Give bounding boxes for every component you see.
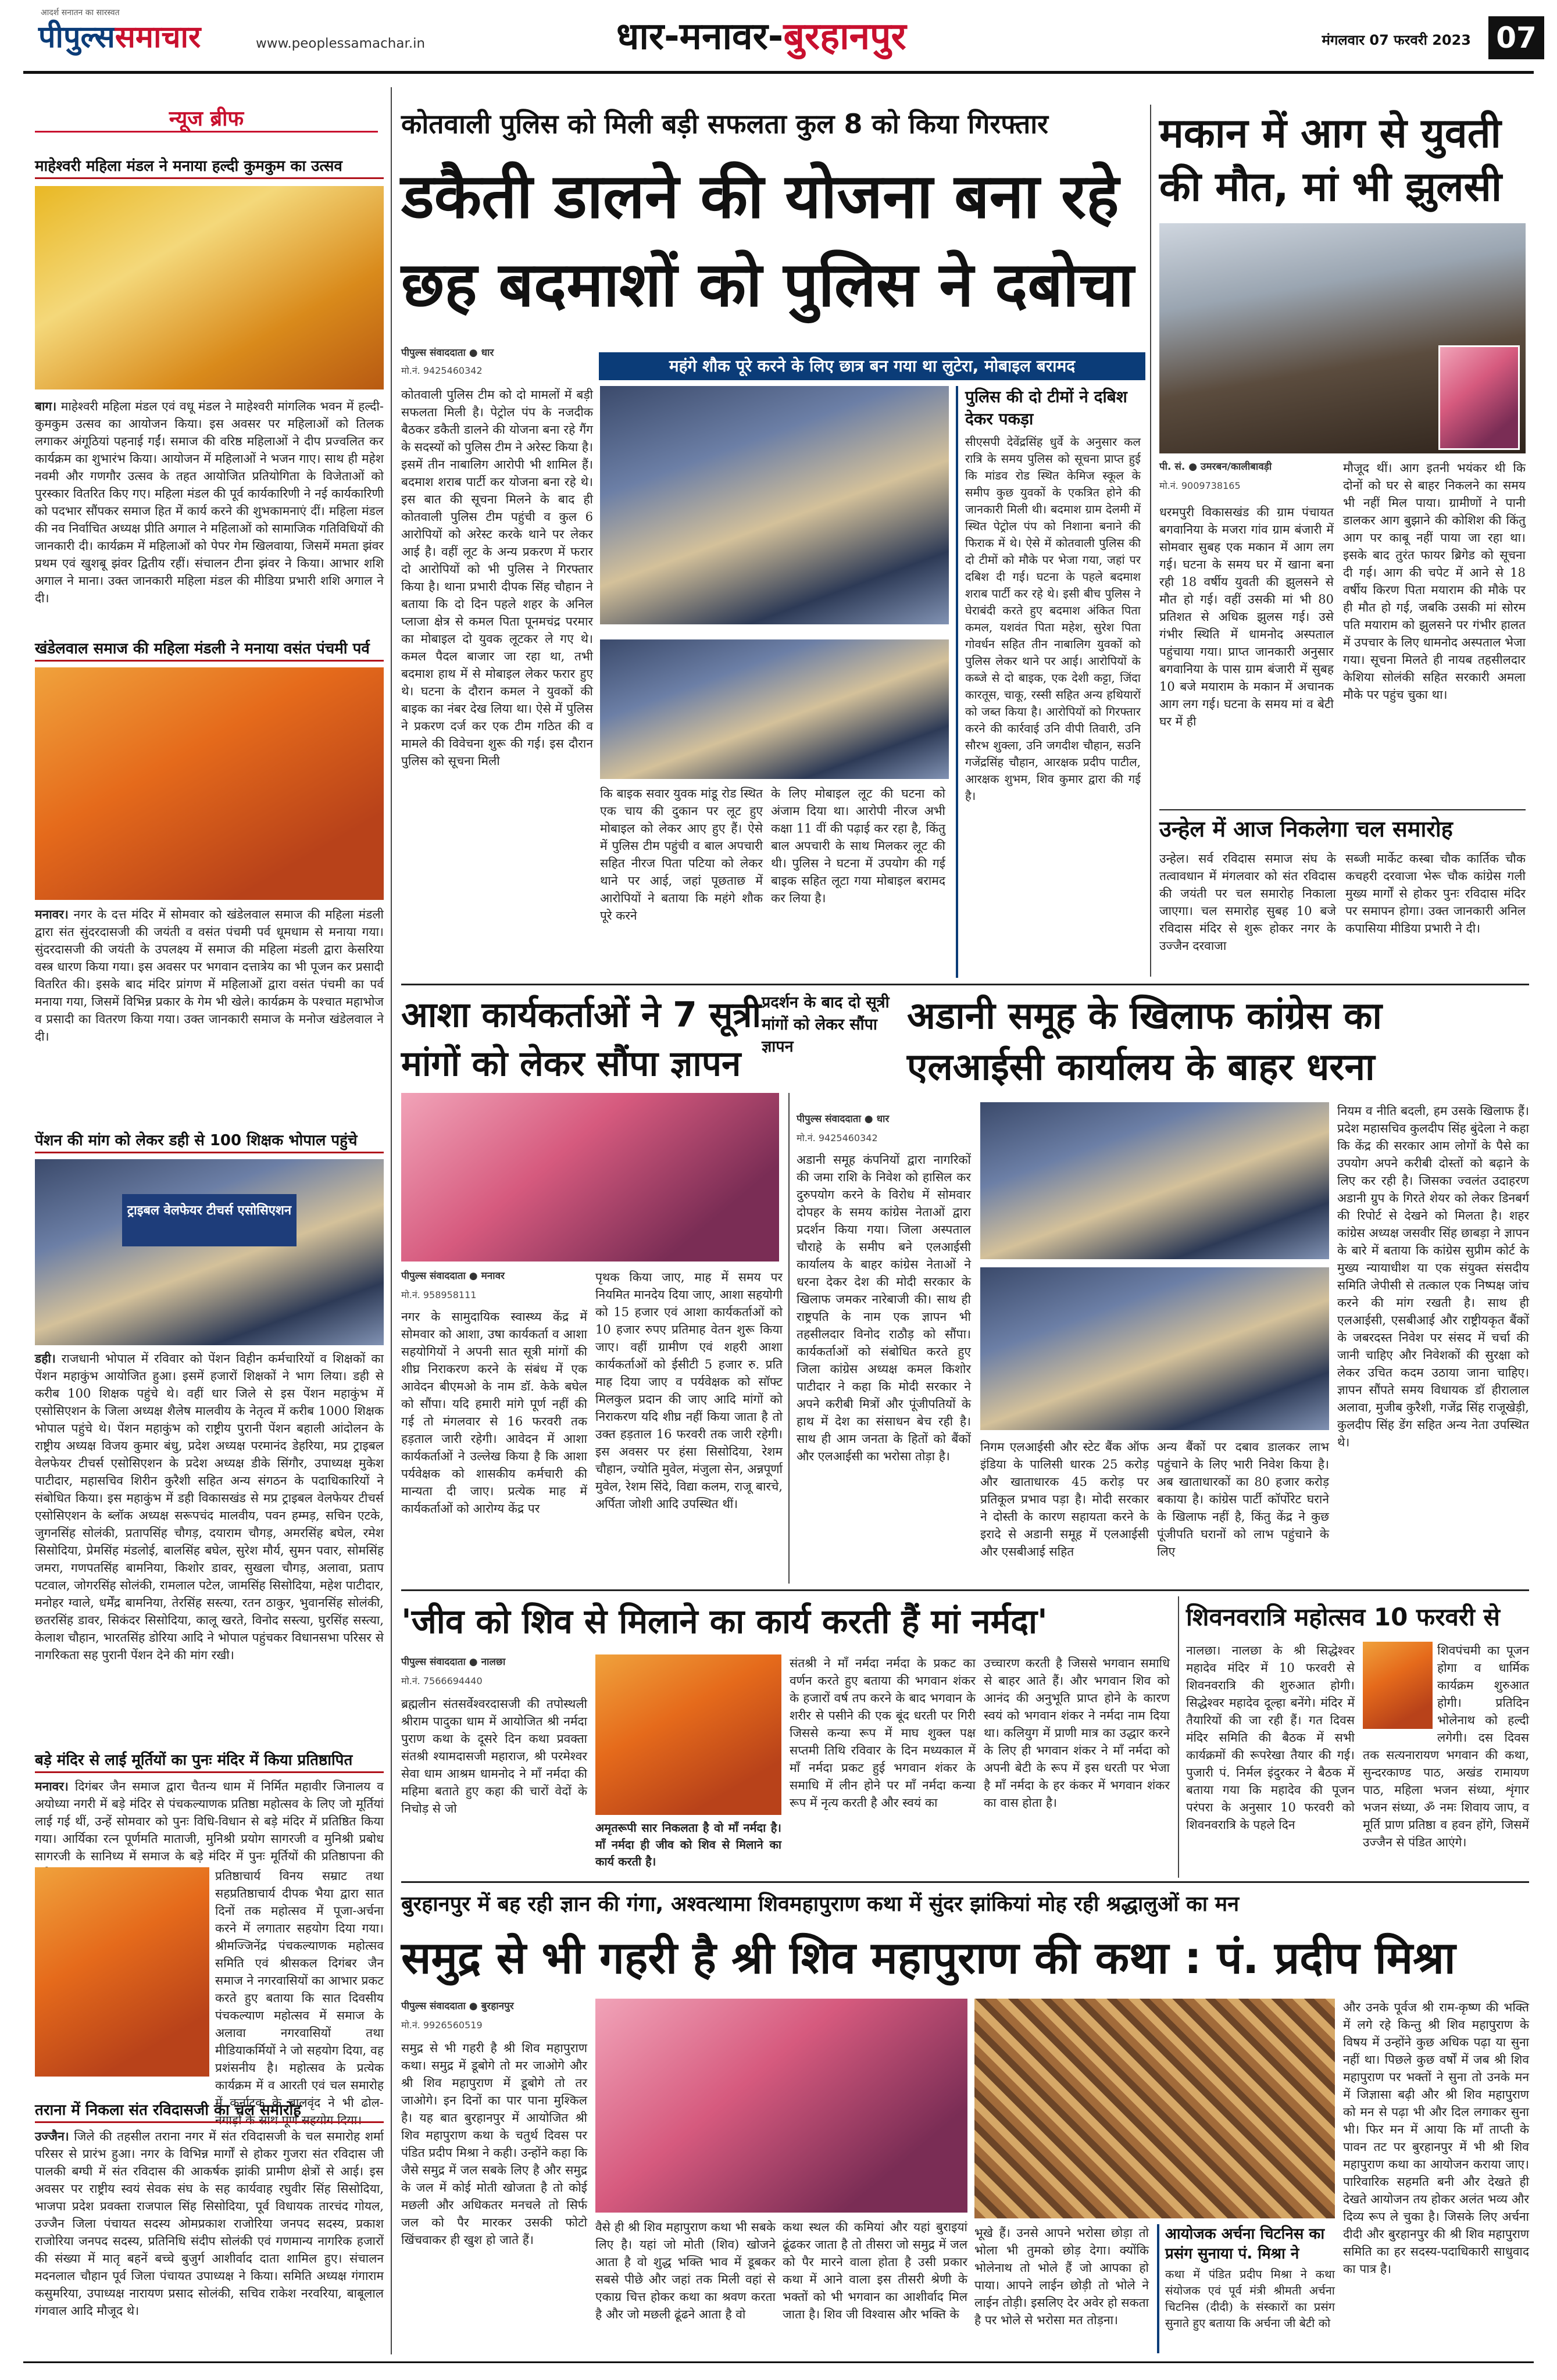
mahapuran-caption: वैसे ही श्री शिव महापुराण कथा भी सबके लिए है। यहां जो मोती (शिव) खोजने आता है वो शुद्ध भक्ति भाव में डूबकर सबसे पीछे और जहां तक मिली वहां से एकाग्र चित्त होकर कथा का श्रवण करता है और जो मछली ढूंढने आता है वो: [595, 2220, 776, 2321]
dacoity-sidebox: [956, 386, 1141, 978]
mahapuran-mobile: मो.नं. 9926560519: [401, 2020, 483, 2031]
fire-byline: पी. सं. ● उमरबन/कालीबावड़ी: [1159, 461, 1272, 473]
adani-headline-2: एलआईसी कार्यालय के बाहर धरना: [907, 1046, 1375, 1089]
mahapuran-sidebox-heading: आयोजक अर्चना चिटनिस का प्रसंग सुनाया पं. मिश्रा ने: [1165, 2225, 1325, 2263]
divider: [1159, 809, 1526, 810]
narmada-photo: [595, 1654, 781, 1815]
unhel-heading: उन्हेल में आज निकलेगा चल समारोह: [1159, 816, 1453, 842]
logo: [38, 16, 248, 58]
shivratri-heading: शिवनवरात्रि महोत्सव 10 फरवरी से: [1186, 1603, 1500, 1631]
section-title-part-b: बुरहानपुर: [783, 15, 906, 58]
dacoity-sidebox-heading: पुलिस की दो टीमों ने दबिश देकर पकड़ा: [965, 387, 1127, 428]
narmada-headline: 'जीव को शिव से मिलाने का कार्य करती हैं मां नर्मदा': [401, 1602, 1048, 1641]
brief-3-body: राजधानी भोपाल में रविवार को पेंशन विहीन कर्मचारियों व शिक्षकों का पेंशन महाकुंभ आयोजित हुआ। इसमें हजारों शिक्षकों ने भाग लिया। डही से करीब 100 शिक्षक पहुंचे थे। वहीं धार जिले से इस पेंशन महाकुंभ में एसोसिएशन के जिला अध्यक्ष शैलेष मालवीय के नेतृत्व में करीब 1000 शिक्षक भोपाल पहुंचे थे। पेंशन महाकुंभ को राष्ट्रीय पुरानी पेंशन बहाली आंदोलन के राष्ट्रीय अध्यक्ष विजय कुमार बंधु, प्रदेश अध्यक्ष परमानंद डेहरिया, मप्र ट्राइबल वेलफेयर टीचर्स एसोसिएशन के प्रदेश अध्यक्ष डीके सिंगौर, उपाध्यक्ष मुकेश पाटीदार, महासचिव शिरीन कुरैशी सहित अन्य संगठन के पदाधिकारियों ने संबोधित किया। इस महाकुंभ में डही विकासखंड से मप्र ट्राइबल वेलफेयर टीचर्स एसोसिएशन के ब्लॉक अध्यक्ष सरूपचंद मालवीय, पवन हम्मड़, सचिन एटके, जुगनसिंह सोलंकी, प्रतापसिंह चौगड़, दयाराम चौगड़, अमरसिंह बघेल, रमेश सिसोदिया, प्रेमसिंह मंडलोई, बालसिंह बघेल, सुरेश मौर्य, सुमन पवार, सोमसिंह जमरा, गणपतसिंह बामनिया, किशोर डावर, सुखला चौगड़, अलावा, प्रताप पटवाल, जोगरसिंह सोलंकी, रामलाल पटेल, जामसिंह सिसोदिया, महेश पाटीदार, मनोहर ग्वाले, धर्मेंद्र बामनिया, तेरसिंह सस्त्या, रतन ठाकुर, भुवानसिंह सोलंकी, छतरसिंह डावर, सिकंदर सिसोदिया, कालू खरते, विनोद सस्त्या, घुरसिंह सस्त्या, केलाश चौहान, भारतसिंह डोरिया आदि ने भोपाल पहुंचकर विधानसभा परिसर से नागरिकता सह पुरानी पेंशन देने की मांग रखी।: [35, 1352, 384, 1662]
masthead-tagline: आदर्श सनातन का सारस्वत: [41, 8, 120, 17]
masthead: [0, 0, 1557, 69]
dacoity-byline: पीपुल्स संवाददाता ● धार: [401, 347, 494, 359]
brief-5-place: उज्जैन।: [35, 2129, 69, 2143]
brief-2-place: मनावर।: [35, 907, 69, 921]
brief-1-text: [35, 398, 384, 633]
narmada-col-1: ब्रह्मलीन संतसर्वेश्वरदासजी की तपोस्थली श्रीराम पादुका धाम में आयोजित श्री नर्मदा पुराण कथा के दूसरे दिन कथा प्रवक्ता संतश्री श्यामदासजी महाराज, श्री परमेश्वर सेवा धाम आश्रम धामनोद ने माँ नर्मदा की महिमा बताते हुए कहा की चारों वेदों के निचोड़ से जो: [401, 1697, 587, 1816]
asha-headline-1: आशा कार्यकर्ताओं ने 7 सूत्री: [401, 995, 762, 1035]
adani-deck: प्रदर्शन के बाद दो सूत्री मांगों को लेकर सौंपा ज्ञापन: [762, 994, 890, 1056]
adani-col-2: निगम एलआईसी और स्टेट बैंक ऑफ इंडिया के पालिसी धारक 25 करोड़ और खाताधारक 45 करोड़ पर प्रतिकूल प्रभाव पड़ा है। मोदी सरकार ने दोस्ती के कारण सहायता करने के इरादे से अडानी समूह में एलआईसी और एसबीआई सहित: [980, 1440, 1149, 1559]
adani-byline: पीपुल्स संवाददाता ● धार: [797, 1113, 890, 1125]
shivratri-col-2-text: शिवपंचमी का पूजन होगा व धार्मिक कार्यक्रम शुरुआत होगी। प्रतिदिन भोलेनाथ को हल्दी लगेगी। दस दिवस तक सत्यनारायण भगवान की कथा, सुन्दरकाण्ड पाठ, अखंड रामायण पाठ, महिला भजन संध्या, शृंगार भजन संध्या, ॐ नमः शिवाय जाप, व मूर्ति प्राण प्रतिष्ठा व हवन होंगे, जिसमें उज्जैन से पंडित आएंगे।: [1363, 1643, 1529, 1849]
logo-left: पीपुल्स: [38, 20, 115, 55]
brief-2-photo: [35, 667, 384, 900]
brief-1-heading: माहेश्वरी महिला मंडल ने मनाया हल्दी कुमकुम का उत्सव: [35, 156, 384, 179]
fire-photo: [1159, 223, 1526, 453]
shivratri-col-1: नालछा। नालछा के श्री सिद्धेश्वर महादेव मंदिर में 10 फरवरी से शिवनवरात्रि की शुरुआत होगी। सिद्धेश्वर महादेव दूल्हा बनेंगे। मंदिर में तैयारियों की जा रही हैं। गत दिवस मंदिर समिति की बैठक में सभी कार्यक्रमों की रूपरेखा तैयार की गई। पुजारी पं. निर्मल इंदुरकर ने बैठक में बताया गया कि महादेव की पूजन परंपरा के अनुसार 10 फरवरी को शिवनवरात्रि के पहले दिन: [1186, 1643, 1355, 1832]
section-title: [616, 12, 1035, 62]
dacoity-sidebox-text: सीएसपी देवेंद्रसिंह धुर्वे के अनुसार कल रात्रि के समय पुलिस को सूचना प्राप्त हुई कि मांडव रोड स्थित केमिज स्कूल के समीप कुछ युवकों के एकत्रित होने की जानकारी मिली थी। बदमाश ग्राम देलमी में स्थित पेट्रोल पंप को निशाना बनाने की फिराक में थे। ऐसे में कोतवाली पुलिस की दो टीमों को मौके पर भेजा गया, जहां पर दबिश दी गई। घटना के पहले बदमाश शराब पार्टी कर रहे थे। इसी बीच पुलिस ने घेराबंदी करते हुए बदमाश अंकित पिता कमल, यशवंत पिता महेश, सुरेश पिता गोवर्धन सहित तीन नाबालिग युवकों को पुलिस लेकर थाने पर आई। आरोपियों के कब्जे से दो बाइक, एक देशी कट्टा, जिंदा कारतूस, चाकू, रस्सी सहित अन्य हथियारों को जब्त किया है। आरोपियों को गिरफ्तार करने की कार्रवाई उनि वीपी तिवारी, उनि सौरभ शुक्ला, उनि जगदीश चौहान, सउनि गजेंद्रसिंह चौहान, आरक्षक प्रदीप पाटील, आरक्षक शुभम, शिव कुमार द्वारा की गई है।: [965, 435, 1141, 803]
dacoity-photo-2: [600, 639, 949, 779]
fire-headline-2: की मौत, मां भी झुलसी: [1159, 163, 1502, 210]
mahapuran-sidebox: [1157, 2224, 1335, 2353]
dacoity-col-3: के लिए मोबाइल लूट की घटना को अंजाम दिया था। आरोपी नीरज अभी कक्षा 11 वीं की पढ़ाई कर रहा है, किंतु बाल अपचारी के साथ मिलकर लूट की थी। पुलिस ने घटना में उपयोग की गई बाइक सहित लूटा गया मोबाइल बरामद कर लिया है।: [771, 787, 945, 905]
mahapuran-col-3: भूखे हैं। उनसे आपने भरोसा छोड़ा तो भोला भी तुमको छोड़ देगा। क्योंकि भोलेनाथ तो भोले हैं जो आपका हो पाया। आपने लाईन छोड़ी तो भोले ने लाईन तोड़ी। इसलिए देर अवेर हो सकता है पर भोले से भरोसा मत तोड़ना।: [974, 2226, 1149, 2327]
website: www.peoplessamachar.in: [256, 36, 426, 51]
asha-col-2: पृथक किया जाए, माह में समय पर नियमित मानदेय दिया जाए, आशा सहयोगी को 15 हजार एवं आशा कार्यकर्ताओं को 10 हजार रुपए प्रतिमाह वेतन शुरू किया जाए। वहीं ग्रामीण एवं शहरी आशा कार्यकर्ताओं को ईसीटी 5 हजार रु. प्रति माह दिया जाए व पर्यवेक्षक को सॉफ्ट मिलकुल प्रदान की जाए आदि मांगों को निराकरण यदि शीघ्र नहीं किया जाता है तो उक्त हड़ताल 16 फरवरी तक जारी रहेगी। इस अवसर पर हंसा सिसोदिया, रेशम चौहान, ज्योति मुवेल, मंजुला सेन, अन्नपूर्णा मुवेल, रेशम सिंदे, विद्या कलम, राजू बारचे, अर्पिता जोशी आदि उपस्थित थीं।: [595, 1270, 783, 1511]
mahapuran-col-1: समुद्र से भी गहरी है श्री शिव महापुराण कथा। समुद्र में डूबोगे तो मर जाओगे और श्री शिव महापुराण में डूबोगे तो तर जाओगे। इन दिनों का पार पाना मुश्किल है। यह बात बुरहानपुर में आयोजित श्री शिव महापुराण कथा के चतुर्थ दिवस पर पंडित प्रदीप मिश्रा ने कही। उन्होंने कहा कि जैसे समुद्र में जल सबके लिए है और समुद्र के जल में कोई मोती खोजता है तो कोई मछली और अधिकतर मनचले तो सिर्फ जल को पैर मारकर उसकी फोटो खिंचवाकर ही खुश हो जाते हैं।: [401, 2041, 587, 2247]
narmada-mobile: मो.नं. 7566694440: [401, 1675, 483, 1686]
adani-col-4: नियम व नीति बदली, हम उसके खिलाफ हैं। प्रदेश महासचिव कुलदीप सिंह बुंदेला ने कहा कि केंद्र की सरकार आम लोगों के पैसे का उपयोग अपने करीबी दोस्तों को बढ़ाने के लिए कर रही है। जिसका ज्वलंत उदाहरण अडानी ग्रुप के गिरते शेयर को लेकर डिनबर्ग की रिपोर्ट से देखने को मिलता है। शहर कांग्रेस अध्यक्ष जसवीर सिंह छाबड़ा ने ज्ञापन के बारे में बताया कि कांग्रेस सुप्रीम कोर्ट के मुख्य न्यायाधीश या एक संयुक्त संसदीय समिति जेपीसी से तत्काल एक निष्पक्ष जांच करने की मांग रखती है। साथ ही एलआईसी, एसबीआई और राष्ट्रीयकृत बैंकों के जबरदस्त निवेश पर संसद में चर्चा की जानी चाहिए और निवेशकों की सुरक्षा को लेकर उचित कदम उठाया जाना चाहिए। ज्ञापन सौंपते समय विधायक डॉ हीरालाल अलावा, मुजीब कुरैशी, गजेंद्र सिंह राजूखेड़ी, कुलदीप सिंह डेंग सहित अन्य नेता उपस्थित थे।: [1337, 1104, 1529, 1449]
brief-3-place: डही।: [35, 1351, 56, 1366]
divider: [401, 1589, 1529, 1591]
column-divider: [788, 1093, 790, 1584]
narmada-col-2: संतश्री ने माँ नर्मदा नर्मदा के प्रकट का वर्णन करते हुए बताया की भगवान शंकर के हजारों वर्ष तप करने के बाद भगवान के शरीर से पसीने की एक बूंद धरती पर गिरी जिससे कन्या रूप में माघ शुक्ल पक्ष सप्तमी तिथि रविवार के दिन मध्यकाल में माँ नर्मदा प्रकट हुई भगवान शंकर के समाधि में लीन होने पर माँ नर्मदा कन्या रूप में नृत्य करती है और स्वयं का: [790, 1656, 976, 1810]
mahapuran-photo-1: [595, 1999, 967, 2213]
dacoity-headline-2: छह बदमाशों को पुलिस ने दबोचा: [401, 249, 1134, 320]
narmada-col-3: उच्चारण करती है जिससे भगवान समाधि से बाहर आते हैं। और भगवान शिव को आनंद की अनुभूति प्राप्त होने के कारण स्वयं को भगवान शंकर ने नर्मदा नाम दिया था। कलियुग में प्राणी मात्र का उद्धार करने के लिए ही भगवान शंकर ने माँ नर्मदा को अपनी बेटी के रूप में इस धरती पर भेजा है माँ नर्मदा के हर कंकर में भगवान शंकर का वास होता है।: [984, 1656, 1170, 1810]
section-title-part-a: धार-मनावर-: [616, 15, 784, 58]
page-number: 07: [1488, 16, 1544, 59]
fire-headline-1: मकान में आग से युवती: [1159, 109, 1501, 157]
fire-col-1: धरमपुरी विकासखंड की ग्राम पंचायत बगवानिया के मजरा गांव ग्राम बंजारी में सोमवार सुबह एक मकान में आग लग गई। घटना के समय घर में खाना बना रही 18 वर्षीय युवती की झुलसने से मौत हो गई। वहीं उसकी मां भी 80 प्रतिशत से अधिक झुलस गई। उसे गंभीर स्थिति में धामनोद अस्पताल पहुंचाया गया। प्राप्त जानकारी अनुसार बगवानिया के पास ग्राम बंजारी में सुबह 10 बजे मयाराम के मकान में अचानक आग लग गई। घटना के समय मां व बेटी घर में ही: [1159, 505, 1334, 728]
mahapuran-headline: समुद्र से भी गहरी है श्री शिव महापुराण की कथा : पं. प्रदीप मिश्रा: [401, 1932, 1456, 1984]
brief-3-text: [35, 1350, 384, 1745]
unhel-col-1: उन्हेल। सर्व रविदास समाज संघ के तत्वावधान में मंगलवार को संत रविदास की जयंती पर चल समारोह निकाला जाएगा। चल समारोह सुबह 10 बजे रविदास मंदिर से शुरू होकर नगर के उज्जैन दरवाजा: [1159, 852, 1336, 953]
divider: [401, 984, 1529, 985]
victim-photo: [1438, 345, 1520, 450]
adani-photo-1: [980, 1102, 1329, 1259]
brief-2-body: नगर के दत्त मंदिर में सोमवार को खंडेलवाल समाज की महिला मंडली द्वारा संत सुंदरदासजी की जयंती व वसंत पंचमी पर्व धूमधाम से मनाया गया। सुंदरदासजी की जयंती के उपलक्ष्य में समाज की महिला मंडली द्वारा केसरिया वस्त्र धारण किया गया। इस अवसर पर भगवान दत्तात्रेय का भी पूजन कर प्रसादी वितरित की। इसके बाद मंदिर प्रांगण में महिलाओं द्वारा वसंत पंचमी का पर्व मनाया गया, जिसमें विभिन्न प्रकार के गेम भी खेले। कार्यक्रम के पश्चात महाभोज व प्रसादी का वितरण किया गया। उक्त जानकारी समाज के मनोज खंडेलवाल ने दी।: [35, 907, 384, 1044]
adani-col-1: अडानी समूह कंपनियों द्वारा नागरिकों की जमा राशि के निवेश को हासिल कर दुरुपयोग करने के विरोध में सोमवार दोपहर के समय कांग्रेस नेताओं द्वारा प्रदर्शन किया गया। जिला अस्पताल चौराहे के समीप बने एलआईसी कार्यालय के बाहर कांग्रेस नेताओं ने धरना देकर देश की मोदी सरकार के खिलाफ जमकर नारेबाजी की। साथ ही राष्ट्रपति के नाम एक ज्ञापन भी तहसीलदार विनोद राठौड़ को सौंपा। कार्यकर्ताओं को संबोधित करते हुए जिला कांग्रेस अध्यक्ष कमल किशोर पाटीदार ने कहा कि मोदी सरकार ने अपने करीबी मित्रों और पूंजीपतियों के हाथ में देश का संसाधन बेच रही है। साथ ही आम जनता के हितों को बैंकों और एलआईसी का भरोसा तोड़ा है।: [797, 1153, 971, 1463]
brief-5-text: [35, 2128, 384, 2349]
brief-3-heading: पेंशन की मांग को लेकर डही से 100 शिक्षक भोपाल पहुंचे: [35, 1130, 384, 1153]
dacoity-banner: महंगे शौक पूरे करने के लिए छात्र बन गया था लुटेरा, मोबाइल बरामद: [599, 352, 1145, 380]
column-divider: [1178, 1596, 1179, 1878]
divider: [401, 1881, 1529, 1883]
brief-4-place: मनावर।: [35, 1779, 69, 1793]
dacoity-kicker: कोतवाली पुलिस को मिली बड़ी सफलता कुल 8 को किया गिरफ्तार: [401, 108, 1048, 140]
dacoity-headline-1: डकैती डालने की योजना बना रहे: [401, 160, 1119, 232]
brief-4-heading: बड़े मंदिर से लाई मूर्तियों का पुनः मंदिर में किया प्रतिष्ठापित: [35, 1750, 384, 1773]
masthead-rule: [23, 71, 1534, 74]
asha-col-1: नगर के सामुदायिक स्वास्थ्य केंद्र में सोमवार को आशा, उषा कार्यकर्ता व आशा सहयोगियों ने अपनी सात सूत्री मांगों की शीघ्र निराकरण करने के संबंध में एक आवेदन बीएमओ के नाम डॉ. केके बघेल को सौंपा। यदि हमारी मांगे पूर्ण नहीं की गई तो मंगलवार से 16 फरवरी तक हड़ताल जारी रहेगी। आवेदन में आशा कार्यकर्ताओं ने उल्लेख किया है कि आशा पर्यवेक्षक को शासकीय कर्मचारी की मान्यता दी जाए। प्रत्येक माह में कार्यकर्ताओं को आरोग्य केंद्र पर: [401, 1310, 587, 1516]
fire-col-2: मौजूद थीं। आग इतनी भयंकर थी कि दोनों को घर से बाहर निकलने का समय भी नहीं मिल पाया। ग्रामीणों ने पानी डालकर आग बुझाने की कोशिश की किंतु आग पर काबू नहीं पाया जा रहा था। इसके बाद तुरंत फायर ब्रिगेड को सूचना दी गई। आग की चपेट में आने से 18 वर्षीय किरण पिता मयाराम की मौके पर ही मौत हो गई, जबकि उसकी मां सोरम पति मयाराम को झुलसने पर गंभीर हालत में उपचार के लिए धामनोद अस्पताल भेजा गया। सूचना मिलते ही नायब तहसीलदार केशिया सोलंकी सहित सरकारी अमला मौके पर पहुंच चुका था।: [1343, 461, 1526, 702]
shivratri-float-spacer: [1363, 1642, 1437, 1732]
brief-2-heading: खंडेलवाल समाज की महिला मंडली ने मनाया वसंत पंचमी पर्व: [35, 638, 384, 662]
mahapuran-kicker: बुरहानपुर में बह रही ज्ञान की गंगा, अश्वत्थामा शिवमहापुराण कथा में सुंदर झांकियां मोह रही श्रद्धालुओं का मन: [401, 1892, 1240, 1916]
mahapuran-col-4: और उनके पूर्वज श्री राम-कृष्ण की भक्ति में लगे रहे किन्तु श्री शिव महापुराण के विषय में उन्होंने कुछ अधिक पढ़ा या सुना नहीं था। पिछले कुछ वर्षों में जब श्री शिव महापुराण पर भक्तों ने सुना तो उनके मन में जिज्ञासा बढ़ी और श्री शिव महापुराण को मन से पढ़ा भी और दिल लगाकर सुना भी। फिर मन में आया कि माँ ताप्ती के पावन तट पर बुरहानपुर में भी श्री शिव महापुराण कथा का आयोजन कराया जाए। पारिवारिक सहमति बनी और देखते ही देखते आयोजन तय होकर अलंत भव्य और दिव्य रूप ले चुका है। जिसके लिए अर्चना दीदी और बुरहानपुर की श्री शिव महापुराण समिति का हर सदस्य-पदाधिकारी साधुवाद का पात्र है।: [1343, 2000, 1529, 2276]
brief-title: न्यूज ब्रीफ: [35, 103, 378, 133]
brief-1-place: बाग।: [35, 399, 57, 413]
adani-mobile: मो.नं. 9425460342: [797, 1132, 878, 1143]
logo-right: समाचार: [115, 20, 201, 55]
brief-1-photo: [35, 186, 384, 389]
brief-5-heading: तराना में निकला संत रविदासजी का चल समारोह: [35, 2100, 384, 2123]
fire-mobile: मो.नं. 9009738165: [1159, 480, 1241, 491]
brief-5-body: जिले की तहसील तराना नगर में संत रविदासजी के चल समारोह शर्मा परिसर से प्रारंभ हुआ। नगर के विभिन्न मार्गों से होकर गुजरा संत रविदास जी पालकी बग्घी में संत रविदास की आकर्षक झांकी प्रामीण क्षेत्रों से आई। इस अवसर पर राष्ट्रीय स्वयं सेवक संघ के सह कार्यवाह रघुवीर सिंह सिसोदिया, भाजपा प्रदेश प्रवक्ता राजपाल सिंह सिसोदिया, पूर्व विधायक तारचंद गोयल, उज्जैन जिला पंचायत सदस्य ओमप्रकाश राजोरिया जनपद सदस्य, प्रकाश राजोरिया जनपद सदस्य, प्रतिनिधि संदीप सोलंकी एवं गणमान्य नागरिक हजारों की संख्या में मातृ बहनें बच्चे बुजुर्ग आशीर्वाद दाता शामिल हुए। संचालन मदनलाल चौहान पूर्व जिला पंचायत उपाध्यक्ष ने किया। समिति अध्यक्ष गंगाराम कसुमरिया, उपाध्यक्ष नारायण प्रसाद सोलंकी, सचिव राकेश नरवरिया, बाबूलाल गंगवाल आदि मौजूद थे।: [35, 2129, 384, 2318]
asha-headline-2: मांगों को लेकर सौंपा ज्ञापन: [401, 1044, 741, 1084]
brief-3-photo-banner: ट्राइबल वेलफेयर टीचर्स एसोसिएशन: [122, 1194, 297, 1246]
mahapuran-col-2: कथा स्थल की कमियां और यहां बुराइयां ढूंढकर जाता है तो तीसरा जो समुद्र में जल को पैर मारने वाला होता है उसी प्रकार कथा में आने वाला इस तीसरी श्रेणी के भक्तों को भी भगवान का आशीर्वाद मिल जाता है। शिव जी विश्वास और भक्ति के: [783, 2220, 967, 2321]
brief-4-body-a: दिगंबर जैन समाज द्वारा चैतन्य धाम में निर्मित महावीर जिनालय व अयोध्या नगरी में बड़े मंदिर से पंचकल्याणक प्रतिष्ठा महोत्सव के लिए जो मूर्तियां लाई गई थीं, उन्हें सोमवार को पुनः विधि-विधान से बड़े मंदिर में प्रतिष्ठित किया गया। आर्यिका रत्न पूर्णमति माताजी, मुनिश्री प्रयोग सागरजी व मुनिश्री प्रबोध सागरजी के सानिध्य में समाज के बड़े मंदिर में पुनः मूर्तियों की प्रतिष्ठापना की: [35, 1779, 384, 1863]
issue-date: मंगलवार 07 फरवरी 2023: [1322, 32, 1471, 48]
brief-4-photo: [35, 1867, 209, 2077]
narmada-caption: अमृतरूपी सार निकलता है वो माँ नर्मदा है। माँ नर्मदा ही जीव को शिव से मिलाने का कार्य करती है।: [595, 1821, 781, 1868]
brief-4-text-b: प्रतिष्ठाचार्य विनय सम्राट तथा सहप्रतिष्ठाचार्य दीपक भैया द्वारा सात दिनों तक महोत्सव में पूजा-अर्चना करने में लगातार सहयोग दिया गया। श्रीमज्जिनेंद्र पंचकल्याणक महोत्सव समिति एवं श्रीसकल दिगंबर जैन समाज ने नगरवासियों का आभार प्रकट करते हुए बताया कि सात दिवसीय पंचकल्याण महोत्सव में समाज के अलावा नगरवासियों तथा मीडियाकर्मियों ने जो सहयोग दिया, वह प्रशंसनीय है। महोत्सव के प्रत्येक कार्यक्रम में व आरती एवं चल समारोह में कर्नाटक के बालवृंद ने भी ढोल-नगाड़ों के साथ पूर्ण सहयोग दिया।: [215, 1869, 384, 2127]
column-divider: [391, 87, 392, 2354]
dacoity-col-2: कि बाइक सवार युवक मांडू रोड स्थित एक चाय की दुकान पर लूट हुए मोबाइल को लेकर आए हुए हैं। ऐसे में पुलिस टीम पहुंची व बाल अपचारी सहित नीरज पिता पटिया को लेकर थाने पर आई, जहां पूछताछ में आरोपियों ने बताया कि महंगे शौक पूरे करने: [600, 787, 763, 923]
asha-photo: [401, 1093, 779, 1262]
dacoity-col-1: कोतवाली पुलिस टीम को दो मामलों में बड़ी सफलता मिली है। पेट्रोल पंप के नजदीक बैठकर डकैती डालने की योजना बना रहे गैंग के सदस्यों को पुलिस टीम ने अरेस्ट किया है। इसमें तीन नाबालिग आरोपी भी शामिल हैं। बदमाश शराब पार्टी कर योजना बना रहे थे। इस बात की सूचना मिलने के बाद ही कोतवाली पुलिस टीम पहुंची व कुल 6 आरोपियों को अरेस्ट करके थाने पर लेकर आई है। वहीं लूट के अन्य प्रकरण में फरार दो आरोपियों को भी पुलिस ने गिरफ्तार किया है। थाना प्रभारी दीपक सिंह चौहान ने बताया कि दो दिन पहले शहर के अनिल प्लाजा क्षेत्र से कमल पिता पूनमचंद्र परमार का मोबाइल दो युवक लूटकर ले गए थे। कमल पैदल बाजार जा रहा था, तभी बदमाश हाथ में से मोबाइल लेकर फरार हुए थे। घटना के दौरान कमल ने युवकों की बाइक का नंबर देख लिया था। ऐसे में पुलिस ने प्रकरण दर्ज कर एक टीम गठित की व मामले की विवेचना शुरू की गई। इस दौरान पुलिस को सूचना मिली: [401, 388, 593, 768]
asha-mobile: मो.नं. 958958111: [401, 1289, 477, 1300]
brief-2-text: [35, 906, 384, 1125]
asha-byline: पीपुल्स संवाददाता ● मनावर: [401, 1270, 505, 1282]
adani-col-3: अन्य बैंकों पर दबाव डालकर लाभ पहुंचाने के लिए भारी निवेश किया है। अब खाताधारकों का 80 हजार करोड़ बकाया है। कांग्रेस पार्टी कॉर्पोरेट घराने के खिलाफ नहीं है, किंतु केंद्र ने कुछ पूंजीपति घरानों को लाभ पहुंचाने के लिए: [1157, 1440, 1329, 1559]
column-divider: [1150, 105, 1151, 977]
mahapuran-sidebox-text: कथा में पंडित प्रदीप मिश्रा ने कथा संयोजक एवं पूर्व मंत्री श्रीमती अर्चना चिटनिस (दीदी) के संस्कारों का प्रसंग सुनाते हुए बताया कि अर्चना जी बेटी को: [1165, 2267, 1335, 2330]
brief-3-photo: [35, 1159, 384, 1345]
brief-4-text-a: [35, 1778, 384, 1865]
unhel-col-2: सब्जी मार्केट कस्बा चौक कार्तिक चौक कचहरी दरवाजा भेरू चौक कांग्रेस गली मुख्य मार्गों से होकर पुनः रविदास मंदिर पर समापन होगा। उक्त जानकारी अनिल कपासिया मीडिया प्रभारी ने दी।: [1345, 852, 1526, 935]
mahapuran-photo-2: [974, 1999, 1335, 2218]
dacoity-photo-1: [600, 386, 949, 624]
adani-photo-2: [980, 1267, 1329, 1430]
bottom-rule: [23, 2361, 1534, 2363]
mahapuran-byline: पीपुल्स संवाददाता ● बुरहानपुर: [401, 2000, 514, 2012]
brief-1-body: माहेश्वरी महिला मंडल एवं वधू मंडल ने माहेश्वरी मांगलिक भवन में हल्दी-कुमकुम उत्सव का आयोजन किया। इस अवसर पर महिलाओं को तिलक लगाकर अंगूठियां पहनाई गईं। समाज की वरिष्ठ महिलाओं ने दीप प्रज्वलित कर कार्यक्रम का शुभारंभ किया। आयोजन में महिलाओं ने भजन गाए। साथ ही महेश नवमी और गणगौर उत्सव के तहत आयोजित प्रतियोगिता के विजेताओं को पुरस्कार वितरित किए गए। महिला मंडल की पूर्व कार्यकारिणी ने नई कार्यकारिणी को पदभार सौंपकर समाज हित में कार्य करने की शुभकामनाएं दीं। महिला मंडल की नव निर्वाचित अध्यक्ष प्रीति अगाल ने महिलाओं को सामाजिक गतिविधियों की जानकारी दी। कार्यक्रम में महिलाओं को पेपर गेम खिलवाया, जिसमें ममता झंवर प्रथम एवं खुशबू झंवर द्वितीय रहीं। संचालन टीना झंवर ने किया। आभार शशि अगाल ने माना। उक्त जानकारी महिला मंडल की मीडिया प्रभारी शशि अगाल ने दी।: [35, 399, 384, 605]
narmada-byline: पीपुल्स संवाददाता ● नालछा: [401, 1656, 506, 1668]
dacoity-mobile: मो.नं. 9425460342: [401, 365, 483, 376]
shivratri-col-2: [1363, 1642, 1529, 1875]
adani-headline-1: अडानी समूह के खिलाफ कांग्रेस का: [907, 995, 1382, 1038]
